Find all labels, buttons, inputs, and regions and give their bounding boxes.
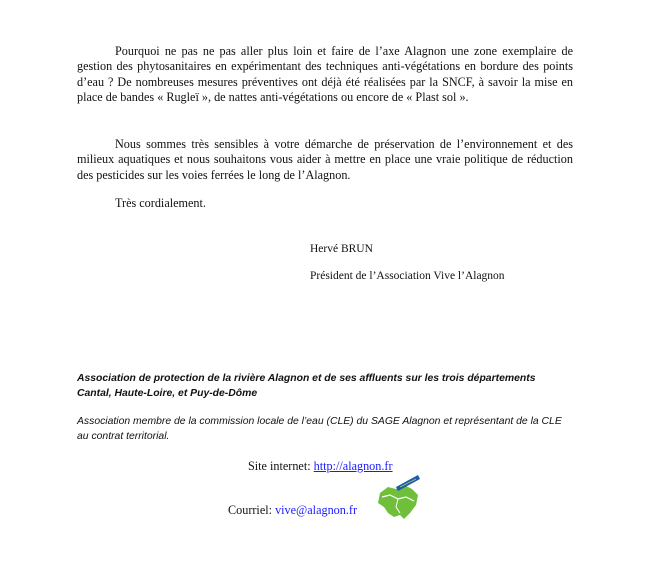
mail-link[interactable]: vive@alagnon.fr <box>275 503 358 517</box>
river-map-logo-icon <box>374 473 424 521</box>
letter-paragraph-1: Pourquoi ne pas ne pas aller plus loin et faire de l’axe Alagnon une zone exemplaire de gestion des phytosanitaires en expérimentant des techniques anti-végétations en bordure des points d’eau ? De nombreuses mesures préventives ont déjà été réalisées par la SNCF, à savoir la mise en place de bandes « Rugleï », de nattes anti-végétations ou encore de « Plast sol ». <box>77 44 573 105</box>
footer-member-text: Association membre de la commission locale de l’eau (CLE) du SAGE Alagnon et représentant de la CLE au contrat territorial. <box>77 416 562 442</box>
signature-name: Hervé BRUN <box>310 243 373 255</box>
footer-site-line <box>248 459 393 474</box>
mail-label: Courriel: <box>228 503 276 517</box>
footer-mail-line <box>228 503 357 518</box>
site-link[interactable]: http://alagnon.fr <box>313 459 393 473</box>
site-label: Site internet: <box>248 459 314 473</box>
letter-paragraph-2: Nous sommes très sensibles à votre démarche de préservation de l’environnement et des milieux aquatiques et nous souhaitons vous aider à mettre en place une vraie politique de réduction des pesticides sur les voies ferrées le long de l’Alagnon. <box>77 137 573 182</box>
letter-closing: Très cordialement. <box>115 196 206 210</box>
footer-assoc-line-2: Cantal, Haute-Loire, et Puy-de-Dôme <box>77 388 258 399</box>
footer-assoc-line-1: Association de protection de la rivière Alagnon et de ses affluents sur les trois départements <box>77 373 536 384</box>
signature-title: Président de l’Association Vive l’Alagnon <box>310 270 505 282</box>
